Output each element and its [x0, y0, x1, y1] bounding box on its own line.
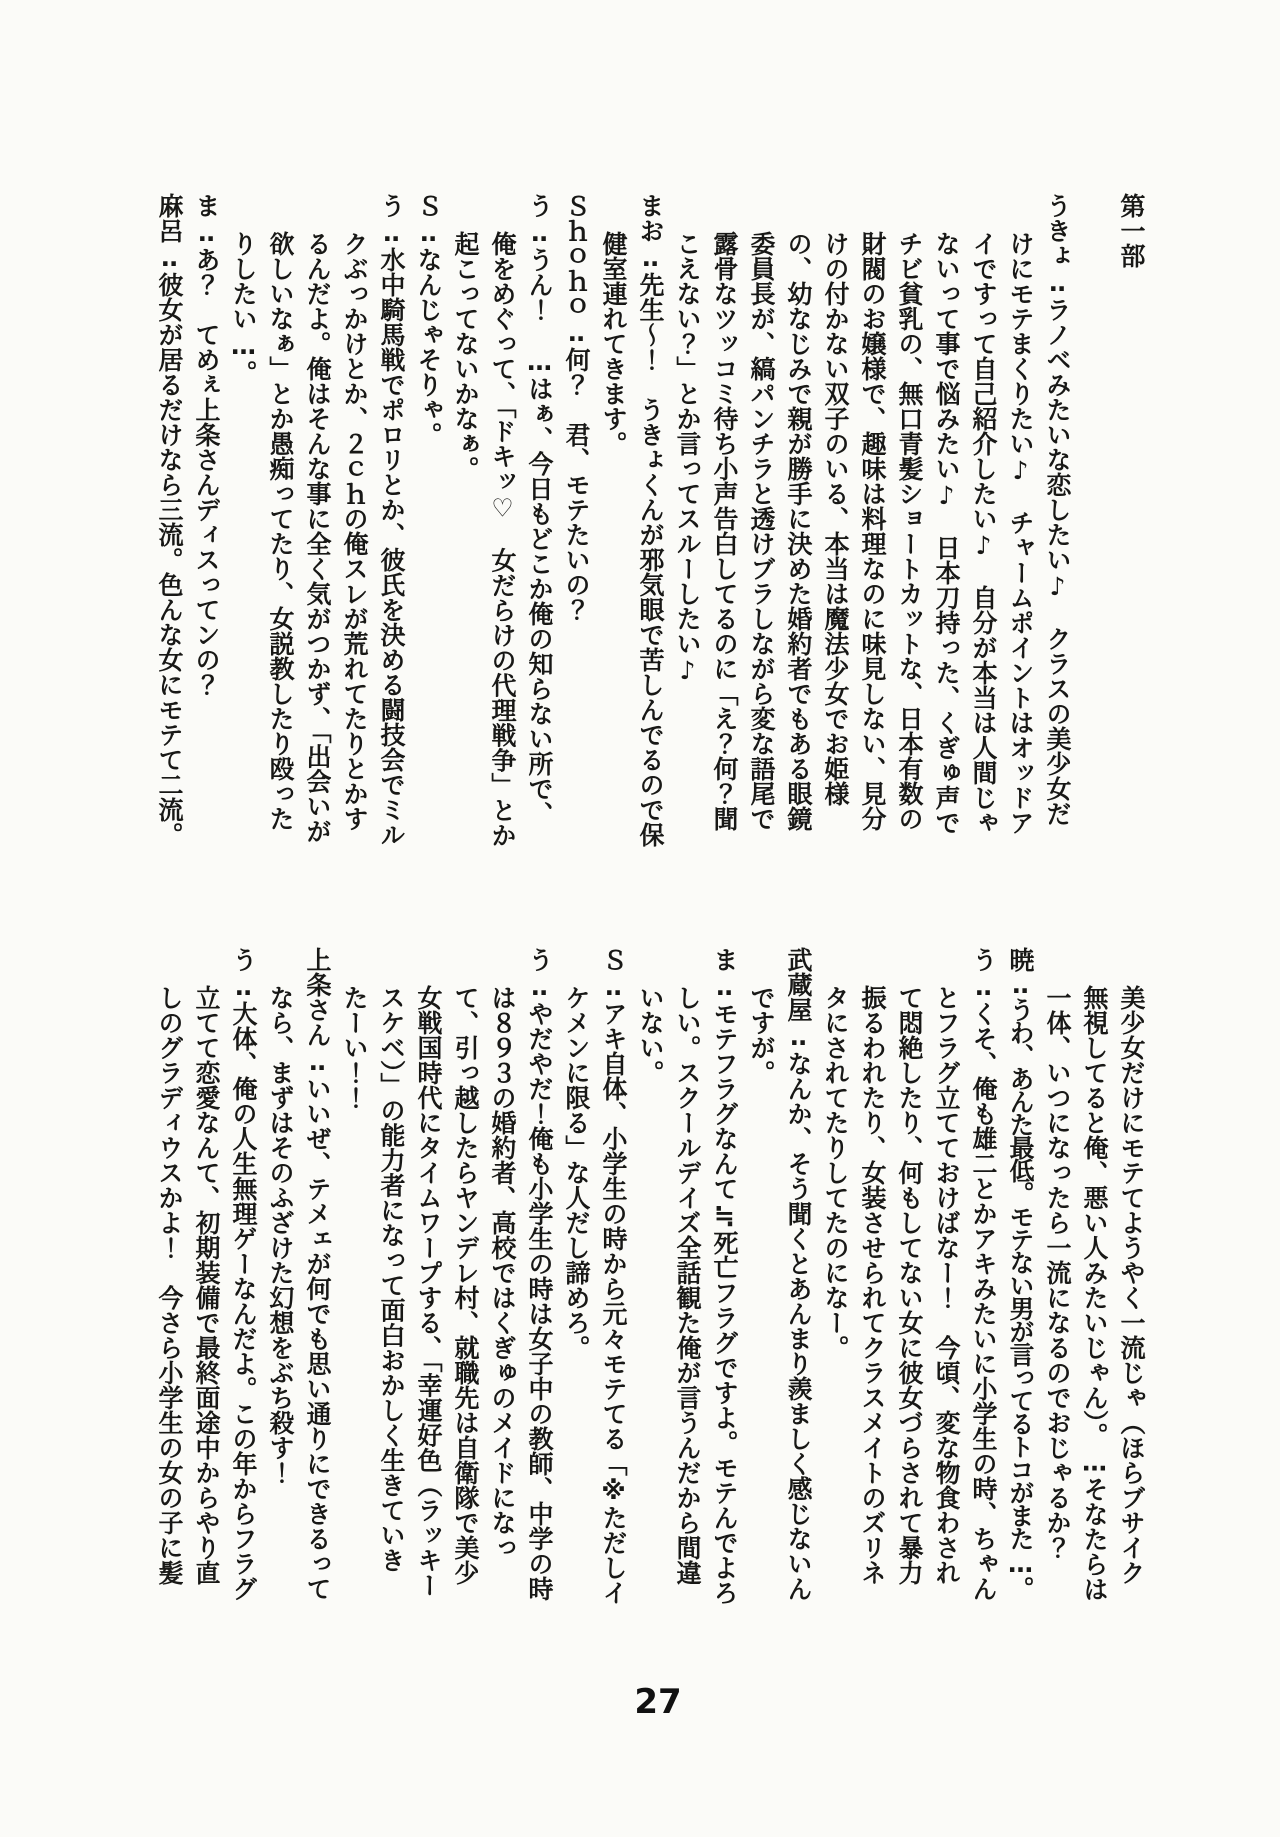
dialogue-line: Ｓ‥なんじゃそりゃ。 — [414, 193, 443, 447]
section-title: 第一部 — [1117, 193, 1146, 268]
dialogue-line: 上条さん‥いいぜ、テメェが何でも思い通りにできるってなら、まずはそのふざけた幻想をぶち殺す！ — [266, 947, 332, 1601]
dialogue-line: うきょ‥ラノベみたいな恋したい♪ クラスの美少女だけにモテまくりたい♪ チャームポイントはオッドアイですって自己紹介したい♪ 自分が本当は人間じゃないって事で悩みたい♪ 日本刀持った、くぎゅ声でチビ貧乳の、無口青髪ショートカットな、日本有数の財閥のお嬢様で、趣味は料理なのに味見しない、見分けの付かない双子のいる、本当は魔法少女でお姫様の、幼なじみで親が勝手に決めた婚約者でもある眼鏡委員長が、縞パンチラと透けブラしながら変な語尾で露骨なツッコミ待ち小声告白してるのに「え？何？聞こえない？」とか言ってスルーしたい♪ — [673, 193, 1072, 835]
dialogue-line-continuation: 美少女だけにモテてようやく一流じゃ（ほらブサイク無視してると俺、悪い人みたいじゃん）。…そなたらは一体、いつになったら一流になるのでおじゃるか？ — [1043, 985, 1146, 1602]
dialogue-line: ま‥モテフラグなんて≒死亡フラグですよ。モテんでよろしい。スクールデイズ全話観た俺が言うんだから間違いない。 — [636, 947, 739, 1605]
dialogue-line: 麻呂‥彼女が居るだけなら三流。色んな女にモテて二流。 — [155, 193, 184, 847]
dialogue-line: う‥水中騎馬戦でポロリとか、彼氏を決める闘技会でミルクぶっかけとか、２ｃｈの俺スレが荒れてたりとかするんだよ。俺はそんな事に全く気がつかず、「出会いが欲しいなぁ」とか愚痴ってたり、女説教したり殴ったりしたい…。 — [229, 193, 406, 847]
dialogue-line: う‥大体、俺の人生無理ゲーなんだよ。この年からフラグ立てて恋愛なんて、初期装備で最終面途中からやり直しのグラディウスかよ！ 今さら小学生の女の子に髪 — [155, 947, 258, 1601]
dialogue-part-2 — [151, 947, 1150, 1605]
dialogue-line: ま‥あ？ てめぇ上条さんディスってンの？ — [192, 193, 221, 697]
page-number: 27 — [634, 1682, 682, 1722]
dialogue-line: 暁‥うわ、あんた最低。モテない男が言ってるトコがまた…。 — [1006, 947, 1035, 1599]
dialogue-line: 武蔵屋‥なんか、そう聞くとあんまり羨ましく感じないんですが。 — [747, 947, 813, 1601]
dialogue-line: う‥うん！ …はぁ、今日もどこか俺の知らない所で、俺をめぐって、「ドキッ♡ 女だらけの代理戦争」とか起こってないかなぁ。 — [451, 193, 554, 848]
dialogue-line: Ｓ‥アキ自体、小学生の時から元々モテてる「※ただしイケメンに限る」な人だし諦めろ。 — [562, 947, 628, 1605]
dialogue-line: う‥やだやだ！俺も小学生の時は女子中の教師、中学の時は８９３の婚約者、高校ではくぎゅのメイドになって、引っ越したらヤンデレ村、就職先は自衛隊で美少女戦国時代にタイムワープする、「幸運好色（ラッキースケベ）」の能力者になって面白おかしく生きていきたーい！！ — [340, 947, 554, 1601]
dialogue-line: Ｓｈｏｈｏ‥何？ 君、モテたいの？ — [562, 193, 591, 622]
dialogue-line: まお‥先生～！ うきょくんが邪気眼で苦しんでるので保健室連れてきます。 — [599, 193, 665, 847]
dialogue-part-1 — [151, 193, 1150, 848]
dialogue-line: う‥くそ、俺も雄二とかアキみたいに小学生の時、ちゃんとフラグ立てておけばなー！ 今頃、変な物食わされて悶絶したり、何もしてない女に彼女づらされて暴力振るわれたり、女装させられてクラスメイトのズリネタにされてたりしてたのになー。 — [821, 947, 998, 1601]
